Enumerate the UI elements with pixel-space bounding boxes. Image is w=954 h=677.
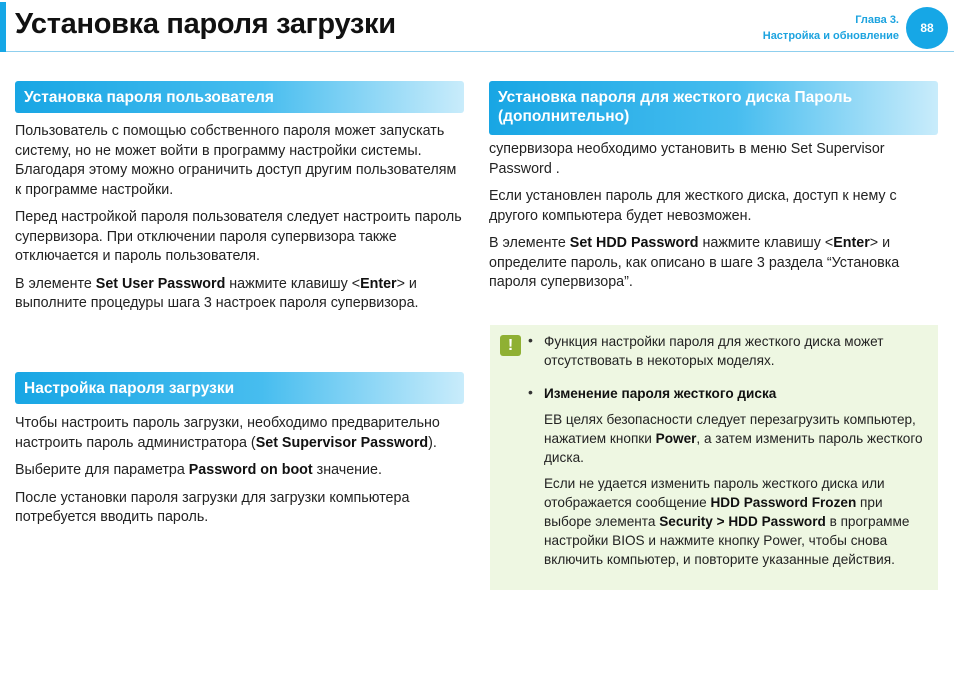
paragraph: Если установлен пароль для жесткого диска, доступ к нему с другого компьютера будет невозможен. [489, 188, 897, 224]
menu-item-name: Set Supervisor Password [255, 434, 429, 451]
paragraph: Чтобы настроить пароль загрузки, необходимо предварительно настроить пароль администратора (Set Supervisor Password). [15, 415, 440, 451]
user-password-body [15, 122, 465, 322]
message-name: HDD Password Frozen [710, 495, 857, 510]
menu-item-name: Set User Password [95, 275, 226, 292]
header-divider [6, 51, 954, 52]
chapter-label [763, 12, 899, 44]
paragraph: ЕВ целях безопасности следует перезагрузить компьютер, нажатием кнопки Power, а затем изменить пароль жесткого диска. [544, 412, 923, 465]
paragraph: В элементе Set User Password нажмите клавишу <Enter> и выполните процедуры шага 3 настроек пароля супервизора. [15, 275, 419, 311]
key-name: Enter [833, 235, 870, 251]
chapter-number: Глава 3. [855, 14, 899, 26]
key-name: Power [655, 431, 697, 446]
section-heading-hdd-password: Установка пароля для жесткого диска Пароль (дополнительно) [489, 81, 938, 135]
bullet: • [528, 384, 533, 400]
menu-item-name: Set HDD Password [569, 235, 699, 251]
section-heading-boot-password: Настройка пароля загрузки [15, 372, 464, 404]
paragraph: Перед настройкой пароля пользователя следует настроить пароль супервизора. При отключении пароля супервизора также отключается и пароль пользователя. [15, 209, 462, 264]
boot-password-body [15, 414, 465, 536]
key-name: Enter [360, 275, 397, 292]
hdd-password-body [489, 140, 937, 301]
page-number-badge: 88 [906, 7, 948, 49]
page-title: Установка пароля загрузки [15, 8, 396, 40]
note-item-1: Функция настройки пароля для жесткого диска может отсутствовать в некоторых моделях. [544, 334, 884, 368]
exclamation-icon: ! [500, 335, 521, 356]
chapter-name: Настройка и обновление [762, 30, 899, 42]
bullet: • [528, 332, 533, 348]
note-box [490, 325, 938, 590]
title-accent-bar [0, 2, 6, 52]
paragraph: супервизора необходимо установить в меню Set Supervisor Password . [489, 141, 885, 177]
paragraph: Пользователь с помощью собственного пароля может запускать систему, но не может войти в программу настройки системы. Благодаря этому можно ограничить доступ другим пользователям к программе настройки. [15, 123, 457, 198]
menu-path: Security > HDD Password [659, 514, 826, 529]
menu-item-name: Password on boot [188, 462, 313, 478]
note-item-2-title: Изменение пароля жесткого диска [544, 386, 777, 401]
note-item-2 [544, 384, 924, 576]
paragraph: После установки пароля загрузки для загрузки компьютера потребуется вводить пароль. [15, 489, 410, 525]
paragraph: Если не удается изменить пароль жесткого диска или отображается сообщение HDD Password Frozen при выборе элемента Security > HDD Password в программе настройки BIOS и нажмите кнопку Power, чтобы снова включить компьютер, и повторите указанные действия. [544, 476, 910, 567]
paragraph: В элементе Set HDD Password нажмите клавишу <Enter> и определите пароль, как описано в шаге 3 раздела “Установка пароля супервизора”. [489, 235, 900, 290]
paragraph: Выберите для параметра Password on boot значение. [15, 462, 382, 478]
section-heading-user-password: Установка пароля пользователя [15, 81, 464, 113]
